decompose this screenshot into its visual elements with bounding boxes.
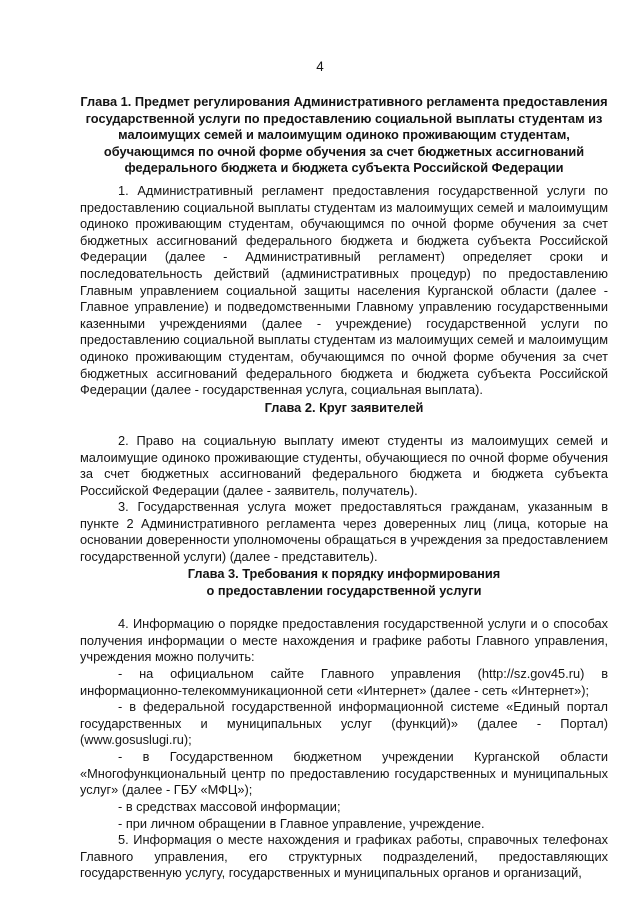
bullet-media: - в средствах массовой информации;	[118, 799, 341, 814]
paragraph-3: 3. Государственная услуга может предоставляться гражданам, указанным в пункте 2 Административного регламента через доверенных лиц (лица, которые на основании доверенности уполномочены обращаться в учреждения за предоставлением государственной услуги) (далее - представитель).	[80, 499, 608, 564]
chapter2-heading: Глава 2. Круг заявителей	[264, 400, 424, 415]
chapter3-heading-line1: Глава 3. Требования к порядку информирования	[187, 566, 501, 581]
paragraph-2: 2. Право на социальную выплату имеют студенты из малоимущих семей и малоимущие одиноко проживающие студенты, обучающиеся по очной форме обучения за счет бюджетных ассигнований федерального бюджета и бюджета субъекта Российской Федерации (далее - заявитель, получатель).	[80, 433, 608, 498]
bullet-personal-visit: - при личном обращении в Главное управление, учреждение.	[118, 816, 485, 831]
bullet-official-site: - на официальном сайте Главного управления (http://sz.gov45.ru) в информационно-телекоммуникационной сети «Интернет» (далее - сеть «Интернет»);	[80, 666, 608, 698]
chapter3-heading-line2: о предоставлении государственной услуги	[206, 583, 482, 598]
page-number: 4	[316, 59, 324, 74]
paragraph-1: 1. Административный регламент предоставления государственной услуги по предоставлению социальной выплаты студентам из малоимущих семей и малоимущим одиноко проживающим студентам, обучающимся по очной форме обучения за счет бюджетных ассигнований федерального бюджета и бюджета субъекта Российской Федерации (далее - Административный регламент) определяет сроки и последовательность действий (административных процедур) по предоставлению Главным управлением социальной защиты населения Курганской области (далее - Главное управление) и подведомственными Главному управлению государственными казенными учреждениями (далее - учреждение) государственной услуги по предоставлению социальной выплаты студентам из малоимущих семей и малоимущим одиноко проживающим студентам, обучающимся по очной форме обучения за счет бюджетных ассигнований федерального бюджета и бюджета субъекта Российской Федерации (далее - государственная услуга, социальная выплата).	[80, 183, 608, 398]
paragraph-4: 4. Информацию о порядке предоставления государственной услуги и о способах получения информации о месте нахождения и графике работы Главного управления, учреждения можно получить:	[80, 616, 608, 665]
bullet-mfc: - в Государственном бюджетном учреждении Курганской области «Многофункциональный центр по предоставлению государственных и муниципальных услуг» (далее - ГБУ «МФЦ»);	[80, 749, 608, 798]
chapter1-heading: Глава 1. Предмет регулирования Административного регламента предоставления государственной услуги по предоставлению социальной выплаты студентам из малоимущих семей и малоимущим одиноко проживающим студентам, обучающимся по очной форме обучения за счет бюджетных ассигнований федерального бюджета и бюджета субъекта Российской Федерации	[80, 94, 608, 176]
bullet-portal: - в федеральной государственной информационной системе «Единый портал государственных и муниципальных услуг (функций)» (далее - Портал) (www.gosuslugi.ru);	[80, 699, 608, 748]
paragraph-5: 5. Информация о месте нахождения и графиках работы, справочных телефонах Главного управления, его структурных подразделений, предоставляющих государственную услугу, государственных и муниципальных органов и организаций,	[80, 832, 608, 881]
